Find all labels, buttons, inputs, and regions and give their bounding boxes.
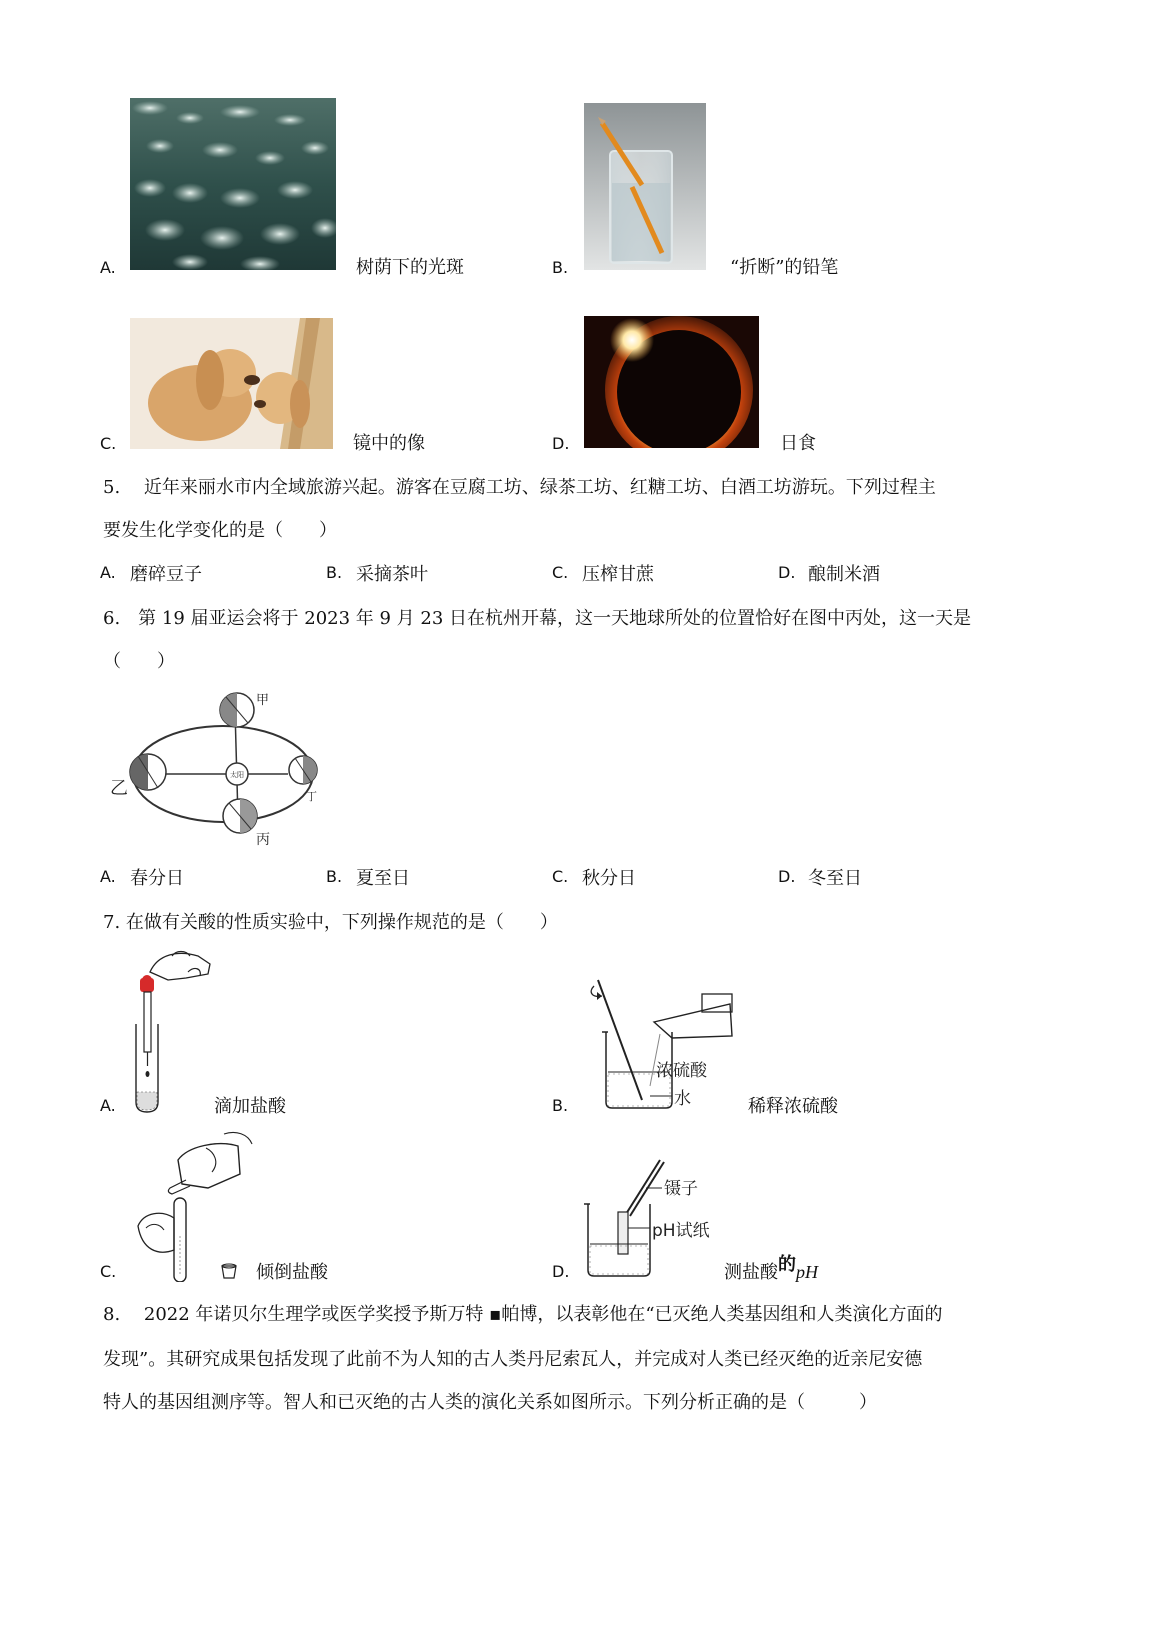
option-text: 春分日 xyxy=(130,868,184,889)
caption-de: 的 xyxy=(778,1254,796,1275)
option-letter: D. xyxy=(778,867,796,886)
option-letter: A. xyxy=(100,1096,116,1115)
caption-ph: pH xyxy=(796,1262,818,1282)
label-concentrated-acid: 浓硫酸 xyxy=(656,1061,707,1081)
label-ding: 丁 xyxy=(306,790,317,803)
label-ph-paper: pH试纸 xyxy=(652,1221,710,1241)
option-text: 压榨甘蔗 xyxy=(582,564,654,585)
dog-in-mirror-photo xyxy=(130,318,333,449)
earth-position-bing xyxy=(223,799,257,833)
option-letter: B. xyxy=(552,258,569,277)
option-caption: 日食 xyxy=(780,433,816,454)
option-caption: 倾倒盐酸 xyxy=(256,1262,328,1283)
option-letter: A. xyxy=(100,563,116,582)
earth-position-ding xyxy=(289,756,317,784)
bent-pencil-in-glass-photo xyxy=(584,103,706,270)
label-jia: 甲 xyxy=(256,693,270,708)
option-letter: A. xyxy=(100,258,116,277)
q6-stem-line1: 6. 第 19 届亚运会将于 2023 年 9 月 23 日在杭州开幕，这一天地球所处的位置恰好在图中丙处，这一天是 xyxy=(103,608,972,629)
option-letter: C. xyxy=(100,1262,117,1281)
earth-orbit-diagram xyxy=(100,688,332,846)
q7-stem: 7. 在做有关酸的性质实验中，下列操作规范的是（ ） xyxy=(103,912,558,933)
option-caption: “折断”的铅笔 xyxy=(730,257,839,278)
option-letter: D. xyxy=(552,1262,570,1281)
option-text: 酿制米酒 xyxy=(808,564,880,585)
option-letter: B. xyxy=(552,1096,569,1115)
q8-stem-line2: 发现”。其研究成果包括发现了此前不为人知的古人类丹尼索瓦人，并完成对人类已经灭绝的近亲尼安德 xyxy=(103,1349,923,1370)
pouring-acid-figure xyxy=(128,1126,258,1282)
option-letter: A. xyxy=(100,867,116,886)
q8-stem-line3: 特人的基因组测序等。智人和已灭绝的古人类的演化关系如图所示。下列分析正确的是（ ） xyxy=(103,1392,877,1413)
label-water: 水 xyxy=(674,1089,691,1109)
option-text: 秋分日 xyxy=(582,868,636,889)
label-tweezers: 镊子 xyxy=(664,1179,698,1199)
caption-main: 测盐酸 xyxy=(724,1262,778,1283)
dilute-sulfuric-acid-figure xyxy=(580,976,770,1116)
q5-stem-line2: 要发生化学变化的是（ ） xyxy=(103,520,337,541)
option-text: 冬至日 xyxy=(808,868,862,889)
option-letter: D. xyxy=(778,563,796,582)
option-caption xyxy=(724,1254,818,1284)
q5-stem-line1: 5. 近年来丽水市内全域旅游兴起。游客在豆腐工坊、绿茶工坊、红糖工坊、白酒工坊游玩。下列过程主 xyxy=(103,477,936,498)
label-bing: 丙 xyxy=(256,832,270,846)
option-caption: 镜中的像 xyxy=(353,433,425,454)
option-caption: 滴加盐酸 xyxy=(214,1096,286,1117)
earth-position-jia xyxy=(220,693,254,727)
option-letter: B. xyxy=(326,563,343,582)
option-letter: C. xyxy=(100,434,117,453)
earth-position-yi xyxy=(130,754,166,790)
option-text: 磨碎豆子 xyxy=(130,564,202,585)
solar-eclipse-photo xyxy=(584,316,759,448)
option-letter: D. xyxy=(552,434,570,453)
option-caption: 稀释浓硫酸 xyxy=(748,1096,838,1117)
option-text: 采摘茶叶 xyxy=(356,564,428,585)
option-letter: C. xyxy=(552,867,569,886)
tree-shade-light-spots-photo xyxy=(130,98,336,270)
option-letter: B. xyxy=(326,867,343,886)
q6-stem-line2: （ ） xyxy=(103,651,175,672)
dropper-adding-acid-figure xyxy=(128,942,218,1118)
sun-label: 太阳 xyxy=(230,771,244,779)
option-text: 夏至日 xyxy=(356,868,410,889)
option-caption: 树荫下的光斑 xyxy=(356,257,464,278)
q8-stem-line1: 8. 2022 年诺贝尔生理学或医学奖授予斯万特 ▪帕博，以表彰他在“已灭绝人类基因组和人类演化方面的 xyxy=(103,1304,943,1325)
option-letter: C. xyxy=(552,563,569,582)
label-yi: 乙 xyxy=(110,778,128,799)
